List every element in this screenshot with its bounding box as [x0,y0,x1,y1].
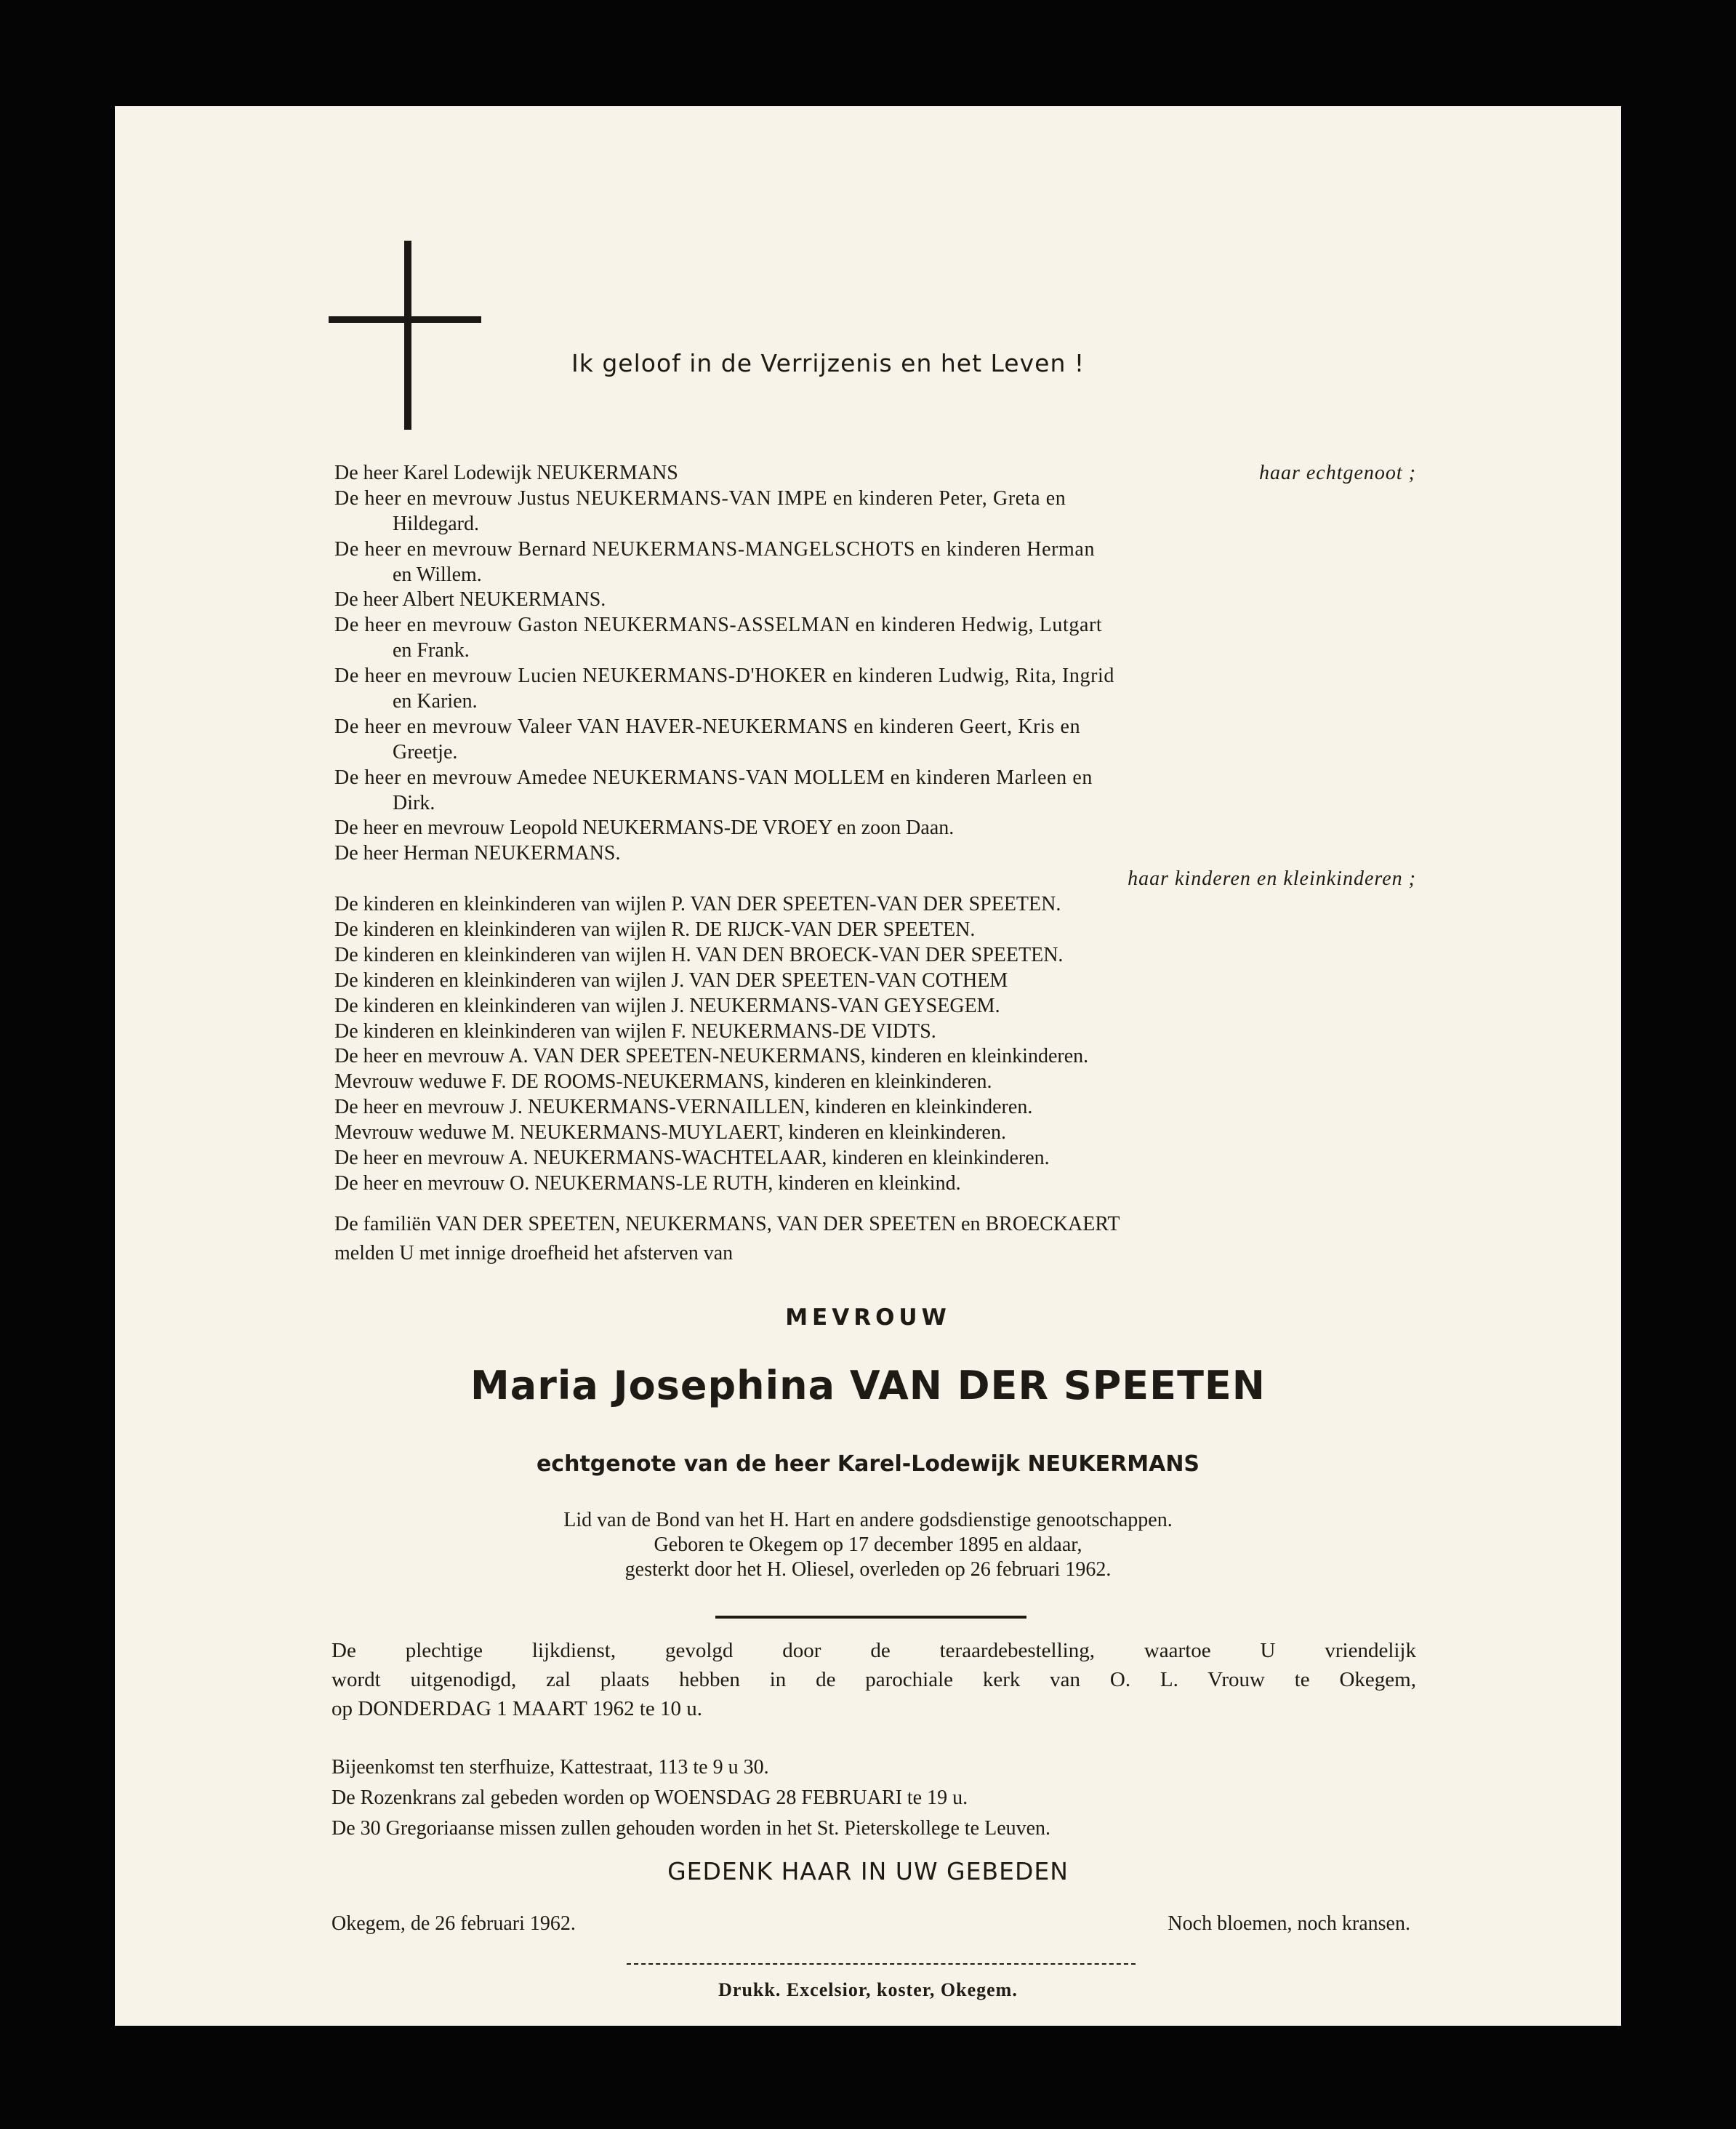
gathering-info [331,1752,1416,1844]
bio-line: gesterkt door het H. Oliesel, overleden op 26 februari 1962. [624,1558,1112,1581]
child-entry [334,766,1416,817]
funeral-service [331,1636,1416,1723]
relative-line: De kinderen en kleinkinderen van wijlen P. VAN DER SPEETEN-VAN DER SPEETEN. [334,893,1061,916]
relative-line: De heer en mevrouw O. NEUKERMANS-LE RUTH, kinderen en kleinkind. [334,1171,961,1195]
remember-line: GEDENK HAAR IN UW GEBEDEN [667,1857,1069,1885]
relative-line: De kinderen en kleinkinderen van wijlen F. NEUKERMANS-DE VIDTS. [334,1019,936,1043]
child-line-cont: en Frank. [393,639,470,662]
child-entry [334,816,1416,841]
child-entry [334,664,1416,715]
child-line: De heer en mevrouw Amedee NEUKERMANS-VAN MOLLEM en kinderen Marleen en [334,766,1093,789]
children-role: haar kinderen en kleinkinderen ; [1128,867,1416,891]
service-line: De plechtige lijkdienst, gevolgd door de teraardebestelling, waartoe U vriendelijk [331,1639,1416,1662]
deceased-title: MEVROUW [785,1304,951,1331]
child-line-cont: en Willem. [393,563,482,586]
child-line-cont: Greetje. [393,740,458,763]
husband-name: De heer Karel Lodewijk NEUKERMANS [334,462,678,484]
relative-line: De kinderen en kleinkinderen van wijlen R. DE RIJCK-VAN DER SPEETEN. [334,918,976,942]
child-entry [334,486,1416,537]
cross-icon [404,241,411,430]
child-line-cont: Dirk. [393,791,435,814]
husband-entry [334,461,1416,486]
service-line: wordt uitgenodigd, zal plaats hebben in de parochiale kerk van O. L. Vrouw te Okegem, [331,1668,1416,1691]
child-entry [334,537,1416,588]
child-line: De heer en mevrouw Bernard NEUKERMANS-MANGELSCHOTS en kinderen Herman [334,537,1096,561]
child-entry [334,588,1416,613]
husband-role: haar echtgenoot ; [1258,462,1416,484]
relative-line: Mevrouw weduwe M. NEUKERMANS-MUYLAERT, kinderen en kleinkinderen. [334,1121,1006,1144]
place-date: Okegem, de 26 februari 1962. [331,1912,576,1935]
announce-line: melden U met innige droefheid het afsterven van [334,1242,734,1264]
cross-icon-bar [329,316,481,323]
gathering-line: De 30 Gregoriaanse missen zullen gehouden worden in het St. Pieterskollege te Leuven. [331,1817,1051,1840]
child-line: De heer en mevrouw Justus NEUKERMANS-VAN IMPE en kinderen Peter, Greta en [334,486,1066,510]
gathering-line: De Rozenkrans zal gebeden worden op WOENSDAG 28 FEBRUARI te 19 u. [331,1787,968,1809]
mourners-list [334,461,1416,1197]
deceased-name: Maria Josephina VAN DER SPEETEN [470,1363,1266,1408]
gathering-line: Bijeenkomst ten sterfhuize, Kattestraat, 113 te 9 u 30. [331,1756,769,1779]
child-entry [334,715,1416,766]
relative-line: De heer en mevrouw A. NEUKERMANS-WACHTELAAR, kinderen en kleinkinderen. [334,1147,1050,1170]
child-line-cont: Hildegard. [393,512,479,535]
deceased-spouse: echtgenote van de heer Karel-Lodewijk NEUKERMANS [536,1451,1200,1477]
families-line: De familiën VAN DER SPEETEN, NEUKERMANS, VAN DER SPEETEN en BROECKAERT [334,1213,1120,1235]
child-line: De heer Albert NEUKERMANS. [334,588,606,612]
announcement [334,1210,1416,1268]
relative-line: De heer en mevrouw A. VAN DER SPEETEN-NEUKERMANS, kinderen en kleinkinderen. [334,1045,1089,1068]
child-line: De heer en mevrouw Lucien NEUKERMANS-D'HOKER en kinderen Ludwig, Rita, Ingrid [334,665,1115,688]
printer-divider [627,1963,1136,1965]
relative-line: De heer en mevrouw J. NEUKERMANS-VERNAILLEN, kinderen en kleinkinderen. [334,1096,1033,1119]
relative-line: De kinderen en kleinkinderen van wijlen H. VAN DEN BROECK-VAN DER SPEETEN. [334,943,1064,966]
relative-line: Mevrouw weduwe F. DE ROOMS-NEUKERMANS, kinderen en kleinkinderen. [334,1070,992,1094]
footer-row [331,1912,1410,1936]
no-flowers: Noch bloemen, noch kransen. [1168,1912,1410,1935]
child-line: De heer en mevrouw Gaston NEUKERMANS-ASSELMAN en kinderen Hedwig, Lutgart [334,614,1103,637]
bio-line: Geboren te Okegem op 17 december 1895 en aldaar, [654,1533,1082,1556]
child-entry [334,613,1416,664]
relative-line: De kinderen en kleinkinderen van wijlen J. VAN DER SPEETEN-VAN COTHEM [334,969,1008,992]
child-line: De heer Herman NEUKERMANS. [334,842,621,865]
child-line: De heer en mevrouw Leopold NEUKERMANS-DE VROEY en zoon Daan. [334,817,955,840]
relative-line: De kinderen en kleinkinderen van wijlen J. NEUKERMANS-VAN GEYSEGEM. [334,994,1000,1017]
child-line-cont: en Karien. [393,690,478,713]
service-line: op DONDERDAG 1 MAART 1962 te 10 u. [331,1697,703,1720]
divider [715,1616,1026,1619]
printer-credit: Drukk. Excelsior, koster, Okegem. [718,1979,1018,2000]
child-line: De heer en mevrouw Valeer VAN HAVER-NEUKERMANS en kinderen Geert, Kris en [334,715,1081,738]
child-entry [334,841,1416,867]
bio-line: Lid van de Bond van het H. Hart en andere godsdienstige genootschappen. [563,1509,1173,1531]
motto: Ik geloof in de Verrijzenis en het Leven ! [571,349,1085,377]
deceased-bio [0,1508,1736,1582]
